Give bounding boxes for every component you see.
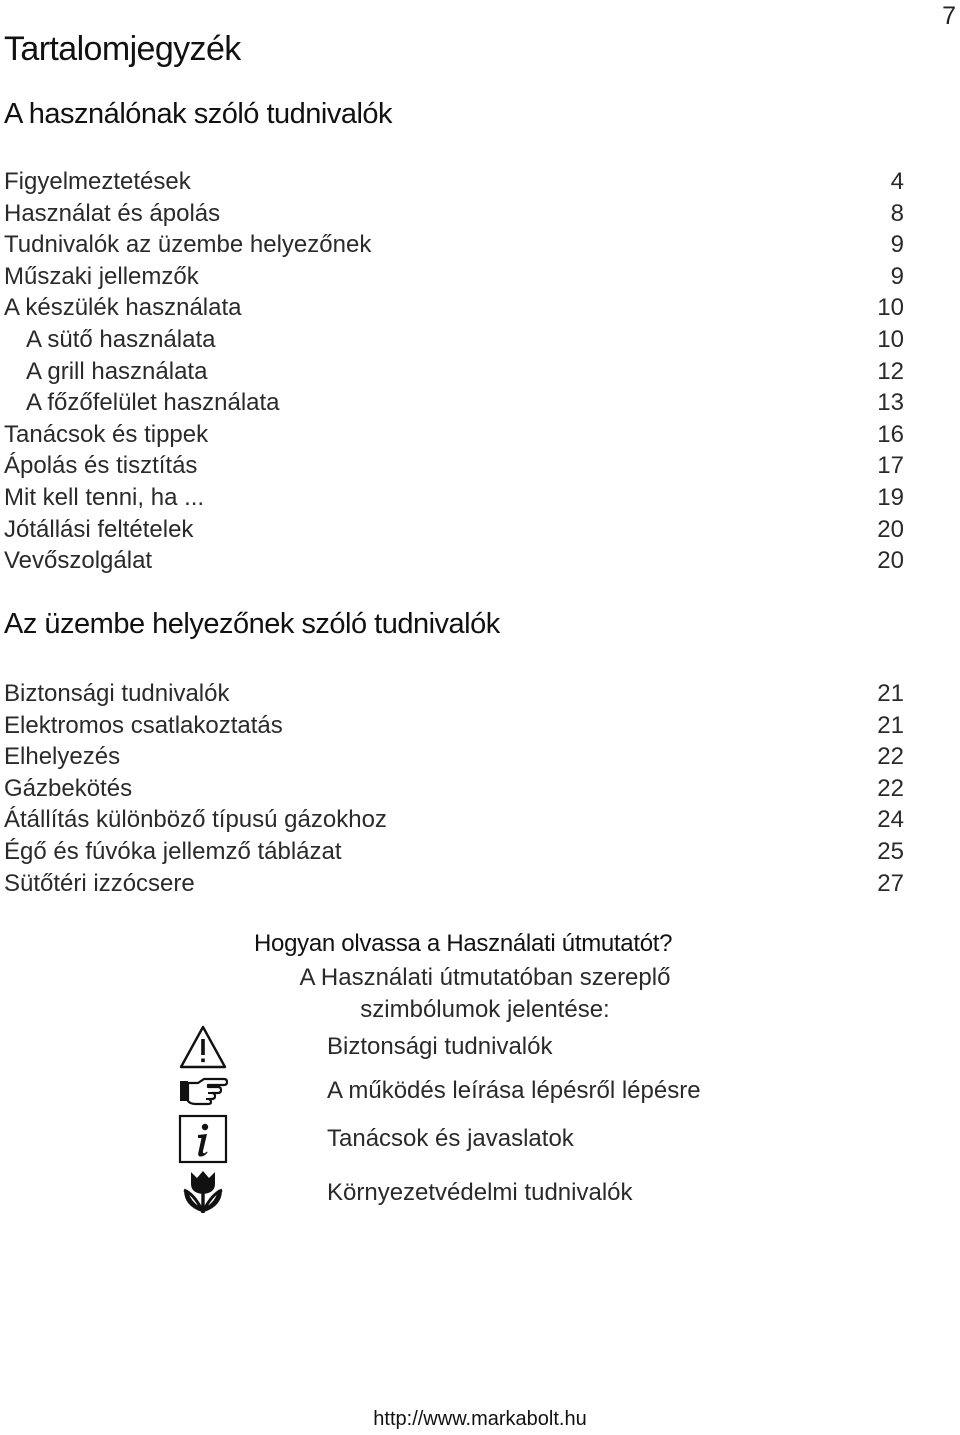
page-title: Tartalomjegyzék: [4, 30, 241, 68]
toc-row: [4, 773, 904, 805]
toc-page: 19: [877, 483, 904, 511]
warning-triangle-icon: [178, 1022, 228, 1072]
installer-toc-list: [4, 678, 904, 899]
toc-page: 27: [877, 869, 904, 897]
symbol-label: A működés leírása lépésről lépésre: [327, 1077, 701, 1104]
toc-row: [4, 292, 904, 324]
toc-row: [4, 450, 904, 482]
toc-label: Tudnivalók az üzembe helyezőnek: [4, 231, 372, 259]
toc-page: 22: [877, 774, 904, 802]
howto-heading: Hogyan olvassa a Használati útmutatót?: [254, 930, 673, 957]
toc-label: Mit kell tenni, ha ...: [4, 483, 205, 511]
toc-page: 24: [877, 806, 904, 834]
toc-row: [4, 166, 904, 198]
toc-label: Átállítás különböző típusú gázokhoz: [4, 806, 387, 834]
toc-page: 10: [877, 294, 904, 322]
toc-label: Jótállási feltételek: [4, 515, 194, 543]
toc-row: [4, 387, 904, 419]
symbol-row: [178, 1066, 878, 1116]
toc-label: Figyelmeztetések: [4, 168, 191, 195]
toc-row: [4, 678, 904, 710]
toc-label: A készülék használata: [4, 294, 242, 322]
toc-row: [4, 324, 904, 356]
toc-row: [4, 741, 904, 773]
toc-label: Elektromos csatlakoztatás: [4, 711, 283, 739]
installer-section-heading: Az üzembe helyezőnek szóló tudnivalók: [4, 608, 500, 640]
symbol-row: [178, 1022, 878, 1072]
toc-label: A főzőfelület használata: [26, 389, 280, 417]
toc-page: 13: [877, 389, 904, 417]
toc-page: 12: [877, 357, 904, 385]
symbol-row: [178, 1168, 878, 1218]
toc-row: [4, 836, 904, 868]
toc-row: [4, 198, 904, 230]
toc-label: Elhelyezés: [4, 743, 121, 771]
page-number: 7: [942, 2, 956, 30]
toc-row: [4, 804, 904, 836]
toc-label: Gázbekötés: [4, 774, 133, 802]
symbol-label: Környezetvédelmi tudnivalók: [327, 1179, 633, 1206]
toc-page: 8: [890, 199, 904, 227]
toc-row: [4, 356, 904, 388]
user-toc-list: [4, 166, 904, 577]
toc-page: 21: [877, 680, 904, 707]
toc-label: Ápolás és tisztítás: [4, 452, 198, 480]
symbol-label: Biztonsági tudnivalók: [327, 1033, 553, 1060]
toc-page: 4: [890, 168, 904, 195]
toc-row: [4, 419, 904, 451]
environment-tulip-icon: [178, 1168, 228, 1218]
howto-subtitle-line1: A Használati útmutatóban szereplő: [299, 964, 671, 991]
toc-page: 9: [890, 262, 904, 290]
toc-page: 20: [877, 547, 904, 575]
toc-page: 22: [877, 743, 904, 771]
toc-page: 20: [877, 515, 904, 543]
toc-row: [4, 868, 904, 900]
toc-page: 17: [877, 452, 904, 480]
howto-subtitle-line2: szimbólumok jelentése:: [360, 996, 610, 1023]
info-icon: [178, 1114, 228, 1164]
user-section-heading: A használónak szóló tudnivalók: [4, 98, 393, 130]
toc-page: 16: [877, 420, 904, 448]
symbol-row: [178, 1114, 878, 1164]
toc-label: Műszaki jellemzők: [4, 262, 199, 290]
footer-url[interactable]: http://www.markabolt.hu: [373, 1408, 587, 1430]
toc-page: 9: [890, 231, 904, 259]
toc-row: [4, 482, 904, 514]
symbol-label: Tanácsok és javaslatok: [327, 1125, 574, 1152]
toc-row: [4, 545, 904, 577]
toc-label: Vevőszolgálat: [4, 547, 153, 575]
toc-page: 21: [877, 711, 904, 739]
toc-label: Használat és ápolás: [4, 199, 221, 227]
toc-label: Biztonsági tudnivalók: [4, 680, 230, 707]
toc-label: A sütő használata: [26, 325, 216, 353]
toc-row: [4, 229, 904, 261]
toc-page: 25: [877, 837, 904, 865]
toc-label: Égő és fúvóka jellemző táblázat: [4, 837, 342, 865]
toc-label: Sütőtéri izzócsere: [4, 869, 195, 897]
toc-row: [4, 514, 904, 546]
toc-page: 10: [877, 325, 904, 353]
toc-label: A grill használata: [26, 357, 208, 385]
toc-label: Tanácsok és tippek: [4, 420, 209, 448]
toc-row: [4, 710, 904, 742]
pointing-hand-icon: [178, 1066, 228, 1116]
toc-row: [4, 261, 904, 293]
